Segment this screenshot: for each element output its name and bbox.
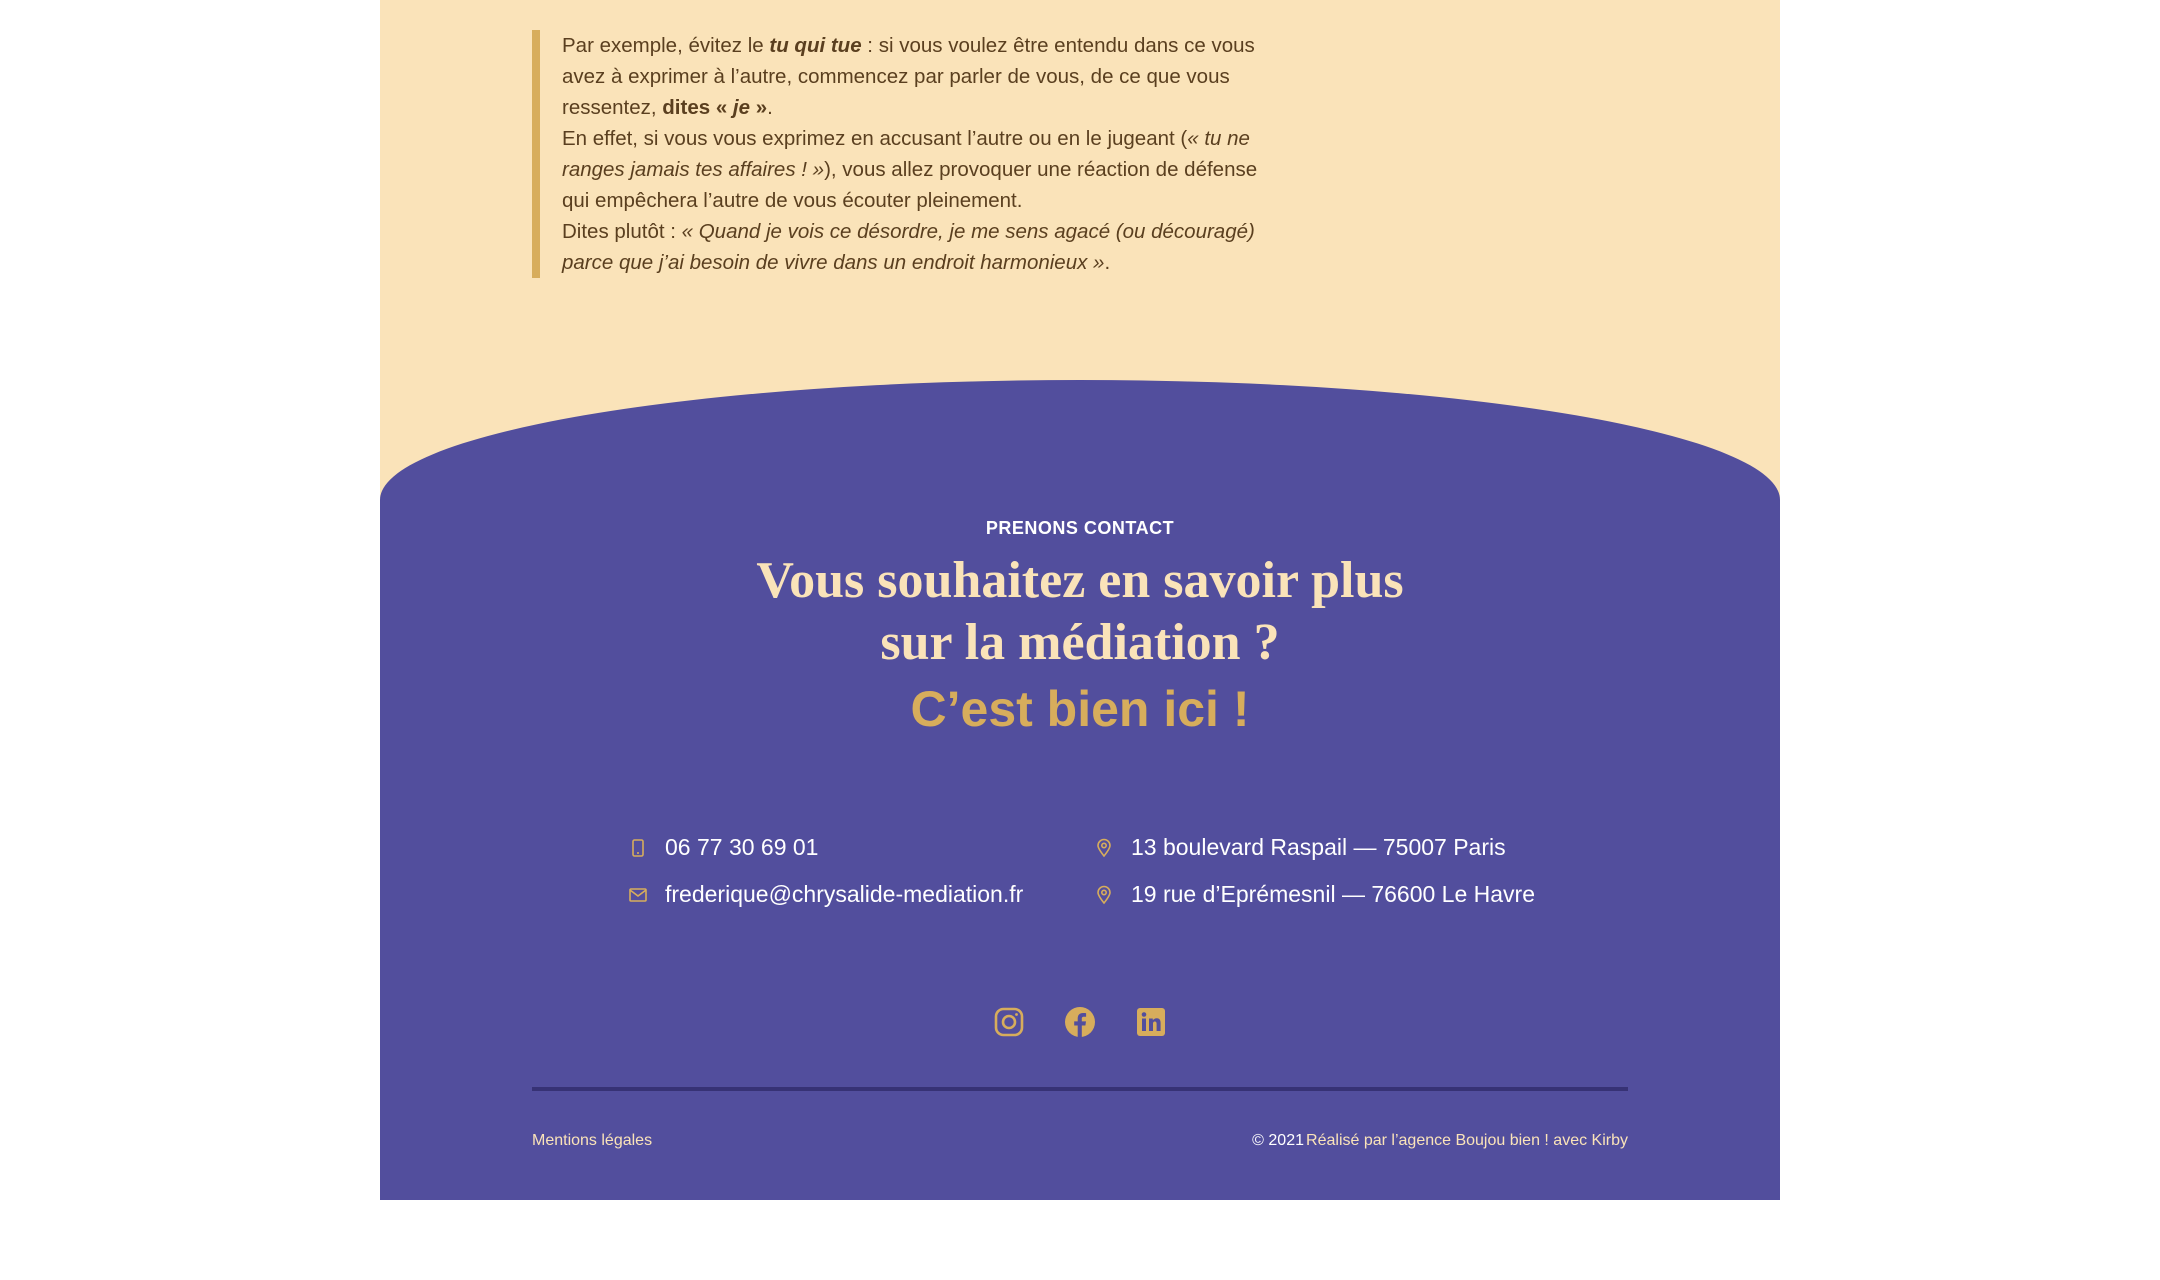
- location-pin-icon: [1094, 885, 1114, 905]
- copyright: © 2021: [1252, 1132, 1304, 1149]
- phone-icon: [628, 838, 648, 858]
- advice-quote: [532, 30, 1282, 278]
- contact-subheading: C’est bien ici !: [910, 681, 1250, 737]
- quote-paragraph-3: Dites plutôt : « Quand je vois ce désordre, je me sens agacé (ou découragé) parce que j’ai besoin de vivre dans un endroit harmonieux ».: [562, 220, 1255, 274]
- footer-divider: [532, 1087, 1628, 1091]
- instagram-icon: [993, 1006, 1025, 1038]
- instagram-link[interactable]: [993, 1006, 1025, 1038]
- linkedin-icon: [1135, 1006, 1167, 1038]
- facebook-link[interactable]: [1064, 1006, 1096, 1038]
- linkedin-link[interactable]: [1135, 1006, 1167, 1038]
- page-container: [380, 0, 1780, 1200]
- section-eyebrow: PRENONS CONTACT: [985, 518, 1175, 538]
- social-links: [380, 1006, 1780, 1042]
- quote-paragraph-2: En effet, si vous vous exprimez en accusant l’autre ou en le jugeant (« tu ne ranges jamais tes affaires ! »), vous allez provoquer une réaction de défense qui empêchera l’autre de vous écouter pleinement.: [562, 127, 1258, 212]
- contact-heading: Vous souhaitez en savoir plus sur la médiation ?: [756, 552, 1404, 671]
- agency-credit-link[interactable]: Réalisé par l’agence Boujou bien ! avec Kirby: [1306, 1132, 1628, 1149]
- quote-paragraph-1: Par exemple, évitez le tu qui tue : si vous voulez être entendu dans ce vous avez à exprimer à l’autre, commencez par parler de vous, de ce que vous ressentez, dites « je ».: [562, 34, 1255, 119]
- mail-icon: [628, 885, 648, 905]
- contact-footer: PRENONS CONTACT Vous souhaitez en savoir plus sur la médiation ? C’est bien ici ! 06 77 30 69 01 frederique@chrysalide-mediation.fr 13 boulevard Raspail — 75007 Paris 19 rue d’Eprémesnil — 76600 Le Havre Mentions légales © 2021 Réalisé par l’agence Boujou bien ! avec Kirby: [380, 380, 1780, 1200]
- location-pin-icon: [1094, 838, 1114, 858]
- legal-notice-link[interactable]: Mentions légales: [532, 1132, 653, 1149]
- facebook-icon: [1064, 1006, 1096, 1038]
